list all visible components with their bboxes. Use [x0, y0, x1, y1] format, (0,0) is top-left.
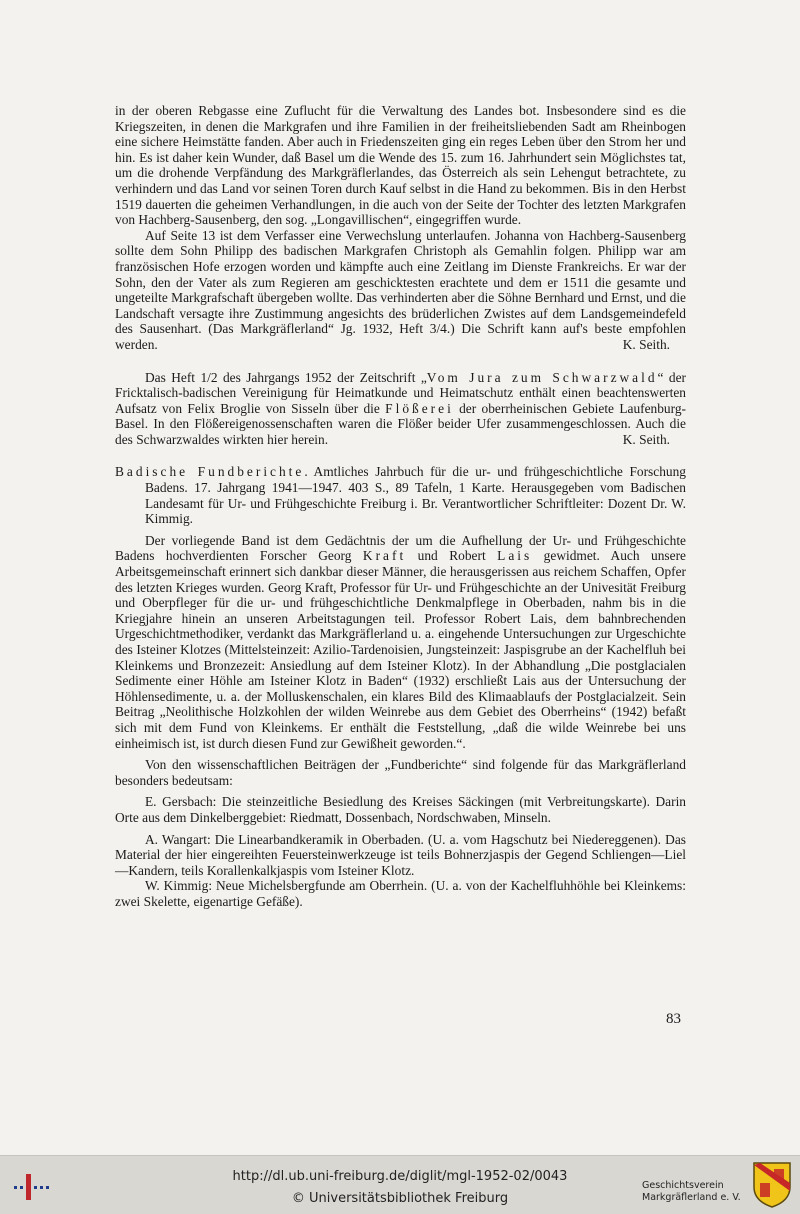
paragraph-correction-text: Auf Seite 13 ist dem Verfasser eine Verwechslung unterlaufen. Johanna von Hachberg-Sausenberg sollte dem Sohn Philipp des badischen Markgrafen Christoph als Gemahlin folgen. Philipp war am französischen Hofe erzogen worden und kämpfte auch eine Zeitlang im Dienste Frankreichs. Er war der Sohn, den der Vater als zum Regieren am geschicktesten erachtete und dem er 1511 die gesamte und ungeteilte Markgrafschaft übergeben wollte. Das verhinderten aber die Söhne Bernhard und Ernst, und die Landschaft versagte ihre Zustimmung angesichts des brüderlichen Zwistes auf dem Landsgemeindefeld des Sausenhart. (Das Markgräflerland“ Jg. 1932, Heft 3/4.) Die Schrift kann auf's beste empfohlen werden.	[115, 227, 686, 352]
text-segment: gewidmet. Auch unsere Arbeitsgemeinschaft erinnert sich dankbar dieser Männer, die herausgerissen aus reichem Schaffen, Opfer des letzten Krieges wurden. Georg Kraft, Professor für Ur- und Frühgeschichte an der Univesität Freiburg und Oberpfleger für die ur- und frühgeschichtliche Denkmalpflege in Oberbaden, nahm bis in die Kriegjahre hinein an unseren Arbeitstagungen teil. Professor Robert Lais, dem bahnbrechenden Urgeschichtmethodiker, verdankt das Markgräflerland u. a. eingehende Untersuchungen zur Urgeschichte des Isteiner Klotzes (Mittelsteinzeit: Azilio-Tardenoisien, Jungsteinzeit: Jaspisgrube an der Kachelfluh bei Kleinkems und Bronzezeit: Ansiedlung auf dem Isteiner Klotz). In der Abhandlung „Die postglacialen Sedimente einer Höhle am Isteiner Klotz in Baden“ (1932) erschließt Lais aus der Untersuchung der Höhlensedimente, u. a. der Molluskenschalen, ein klares Bild des Klimaablaufs der Postglacialzeit. Sein Beitrag „Neolithische Holzkohlen der wilden Weinrebe aus dem Gebiet des Oberrheins“ (1942) befaßt sich mit dem Fund von Kleinkems. Er enthält die Feststellung, „daß die wilde Weinrebe bei uns einheimisch ist, ist durch diesen Fund zur Gewißheit geworden.“.	[115, 548, 686, 751]
text-segment: der oberrheinischen Gebiete Laufenburg-Basel. In den Flößereigenossenschaften waren die Flößer beider Ufer zusammengeschlossen. Auch die des Schwarzwaldes wirkten hier herein.	[115, 400, 687, 447]
book-details: . Amtliches Jahrbuch für die ur- und frühgeschichtliche Forschung Badens. 17. Jahrgang 1941—1947. 403 S., 89 Tafeln, 1 Karte. Herausgegeben vom Badischen Landesamt für Ur- und Frühgeschichte Freiburg i. Br. Verantwortlicher Schriftleiter: Dozent Dr. W. Kimmig.	[145, 464, 686, 527]
journal-title: Vom Jura zum Schwarzwald	[426, 369, 658, 385]
person-name: Kraft	[362, 548, 407, 564]
bibliographic-entry	[115, 464, 686, 526]
signature: K. Seith.	[622, 336, 670, 352]
page-number: 83	[666, 1011, 681, 1027]
paragraph-basel: in der oberen Rebgasse eine Zuflucht für die Verwaltung des Landes bot. Insbesondere sind es die Kriegszeiten, in denen die Markgrafen und ihre Familien in der freiheitsliebenden Sadt am Rheinbogen eine sichere Heimstätte fanden. Aber auch in Friedenszeiten ging ein reges Leben über den Strom her und hin. Es ist daher kein Wunder, daß Basel um die Wende des 15. zum 16. Jahrhundert sein Möglichstes tat, um die drohende Verpfändung des Markgräflerlandes, das Österreich als sein Lehengut betrachtete, zu verhindern und das Land vor seinen Toren durch Kauf selbst in die Hand zu bekommen. Bis in den Herbst 1519 dauerten die geheimen Verhandlungen, in die auch von der Seite der Tochter des letzten Markgrafen von Hachberg-Sausenberg, den sog. „Longavillischen“, eingegriffen wurde.	[115, 103, 686, 228]
person-name: Lais	[497, 548, 533, 564]
signature: K. Seith.	[622, 431, 670, 447]
entry-kimmig: W. Kimmig: Neue Michelsbergfunde am Oberrhein. (U. a. von der Kachelfluhhöhle bei Kleinkems: zwei Skelette, eigenartige Gefäße).	[115, 878, 686, 909]
entry-wangart: A. Wangart: Die Linearbandkeramik in Oberbaden. (U. a. vom Hagschutz bei Niedereggenen). Das Material der hier eingereihten Feuersteinwerkzeuge ist teils Bohnerzjaspis der Gegend Schliengen—Liel—Kandern, teils Korallenkalkjaspis vom Isteiner Klotz.	[115, 831, 686, 878]
paragraph-contributions: Von den wissenschaftlichen Beiträgen der „Fundberichte“ sind folgende für das Markgräflerland besonders bedeutsam:	[115, 757, 686, 788]
text-segment: Das Heft 1/2 des Jahrgangs 1952 der Zeitschrift „	[145, 369, 427, 385]
coat-of-arms-icon	[752, 1161, 792, 1209]
paragraph-correction	[115, 228, 686, 353]
paragraph-vom-jura	[115, 370, 686, 448]
copyright-notice: © Universitätsbibliothek Freiburg	[291, 1191, 509, 1206]
entry-gersbach: E. Gersbach: Die steinzeitliche Besiedlung des Kreises Säckingen (mit Verbreitungskarte). Darin Orte aus dem Dinkelberggebiet: Riedmatt, Dossenbach, Nordschwaben, Minseln.	[115, 794, 686, 825]
book-title: Badische Fundberichte	[115, 464, 305, 480]
text-segment: und Robert	[406, 548, 498, 564]
emphasized-term: Flößerei	[385, 400, 454, 416]
text-segment: Der vorliegende Band ist dem Gedächtnis der um die Aufhellung der Ur- und Frühgeschichte Badens hochverdienten Forscher Georg	[115, 532, 686, 564]
source-url[interactable]: http://dl.ub.uni-freiburg.de/diglit/mgl-1952-02/0043	[232, 1169, 568, 1184]
article-text	[115, 103, 686, 910]
society-name	[642, 1180, 752, 1204]
footer-bar	[0, 1155, 800, 1214]
text-segment: “ der Fricktalisch-badischen Vereinigung für Heimatkunde und Heimatschutz enthält einen beachtenswerten Aufsatz von Felix Broglie von Sisseln über die	[115, 369, 686, 416]
society-name-line: Geschichtsverein	[642, 1180, 724, 1191]
paragraph-dedication	[115, 533, 686, 751]
society-name-line: Markgräflerland e. V.	[642, 1192, 741, 1203]
